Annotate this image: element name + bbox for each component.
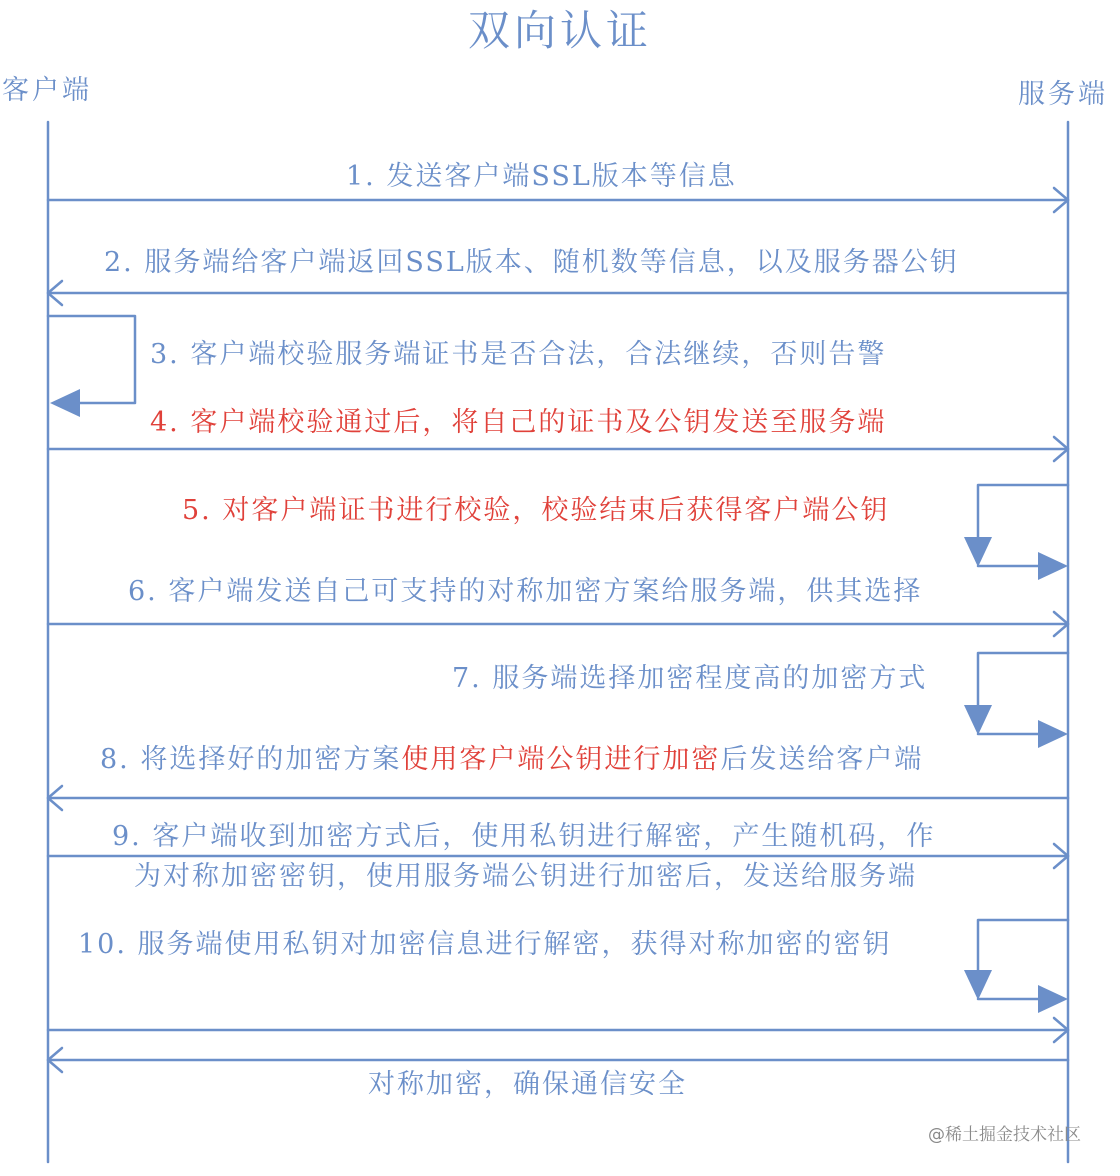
step-8-part-1: 8. 将选择好的加密方案 [100,744,402,775]
client-actor-label: 客户端 [2,75,92,106]
step-8-part-3: 后发送给客户端 [720,744,924,775]
step-3-label: 3. 客户端校验服务端证书是否合法，合法继续，否则告警 [150,339,887,370]
server-actor-label: 服务端 [1018,79,1108,110]
arrowhead-step-10-right [1038,985,1068,1013]
step-5-label: 5. 对客户端证书进行校验，校验结束后获得客户端公钥 [182,495,890,526]
arrowhead-step-10-down [964,970,992,1000]
arrowhead-step-3 [50,389,80,417]
arrowhead-step-7-down [964,705,992,735]
step-4-label: 4. 客户端校验通过后，将自己的证书及公钥发送至服务端 [150,407,887,438]
step-8-part-2-highlight: 使用客户端公钥进行加密 [401,744,721,775]
step-7-label: 7. 服务端选择加密程度高的加密方式 [452,663,928,694]
arrow-step-7 [978,653,1068,734]
arrowhead-step-5-right [1038,552,1068,580]
arrowhead-step-7-right [1038,720,1068,748]
step-6-label: 6. 客户端发送自己可支持的对称加密方案给服务端，供其选择 [128,576,923,607]
final-label: 对称加密，确保通信安全 [368,1069,687,1100]
arrow-step-3 [48,316,135,403]
arrowhead-step-5-down [964,537,992,567]
arrow-step-5 [978,485,1068,566]
step-9-label-line-1: 9. 客户端收到加密方式后，使用私钥进行解密，产生随机码，作 [112,821,936,852]
arrow-step-6 [48,612,1068,636]
arrow-step-4 [48,437,1068,461]
diagram-title: 双向认证 [468,6,653,55]
arrow-step-10 [978,920,1068,999]
arrow-final-right [48,1018,1068,1042]
arrow-step-8 [48,786,1068,810]
step-8-label [100,745,923,775]
arrow-step-2 [48,281,1068,305]
step-9-label-line-2: 为对称加密密钥，使用服务端公钥进行加密后，发送给服务端 [134,861,917,892]
watermark: @稀土掘金技术社区 [928,1125,1081,1145]
step-2-label: 2. 服务端给客户端返回SSL版本、随机数等信息，以及服务器公钥 [104,247,959,278]
step-10-label: 10. 服务端使用私钥对加密信息进行解密，获得对称加密的密钥 [78,929,892,960]
step-1-label: 1. 发送客户端SSL版本等信息 [346,161,737,192]
